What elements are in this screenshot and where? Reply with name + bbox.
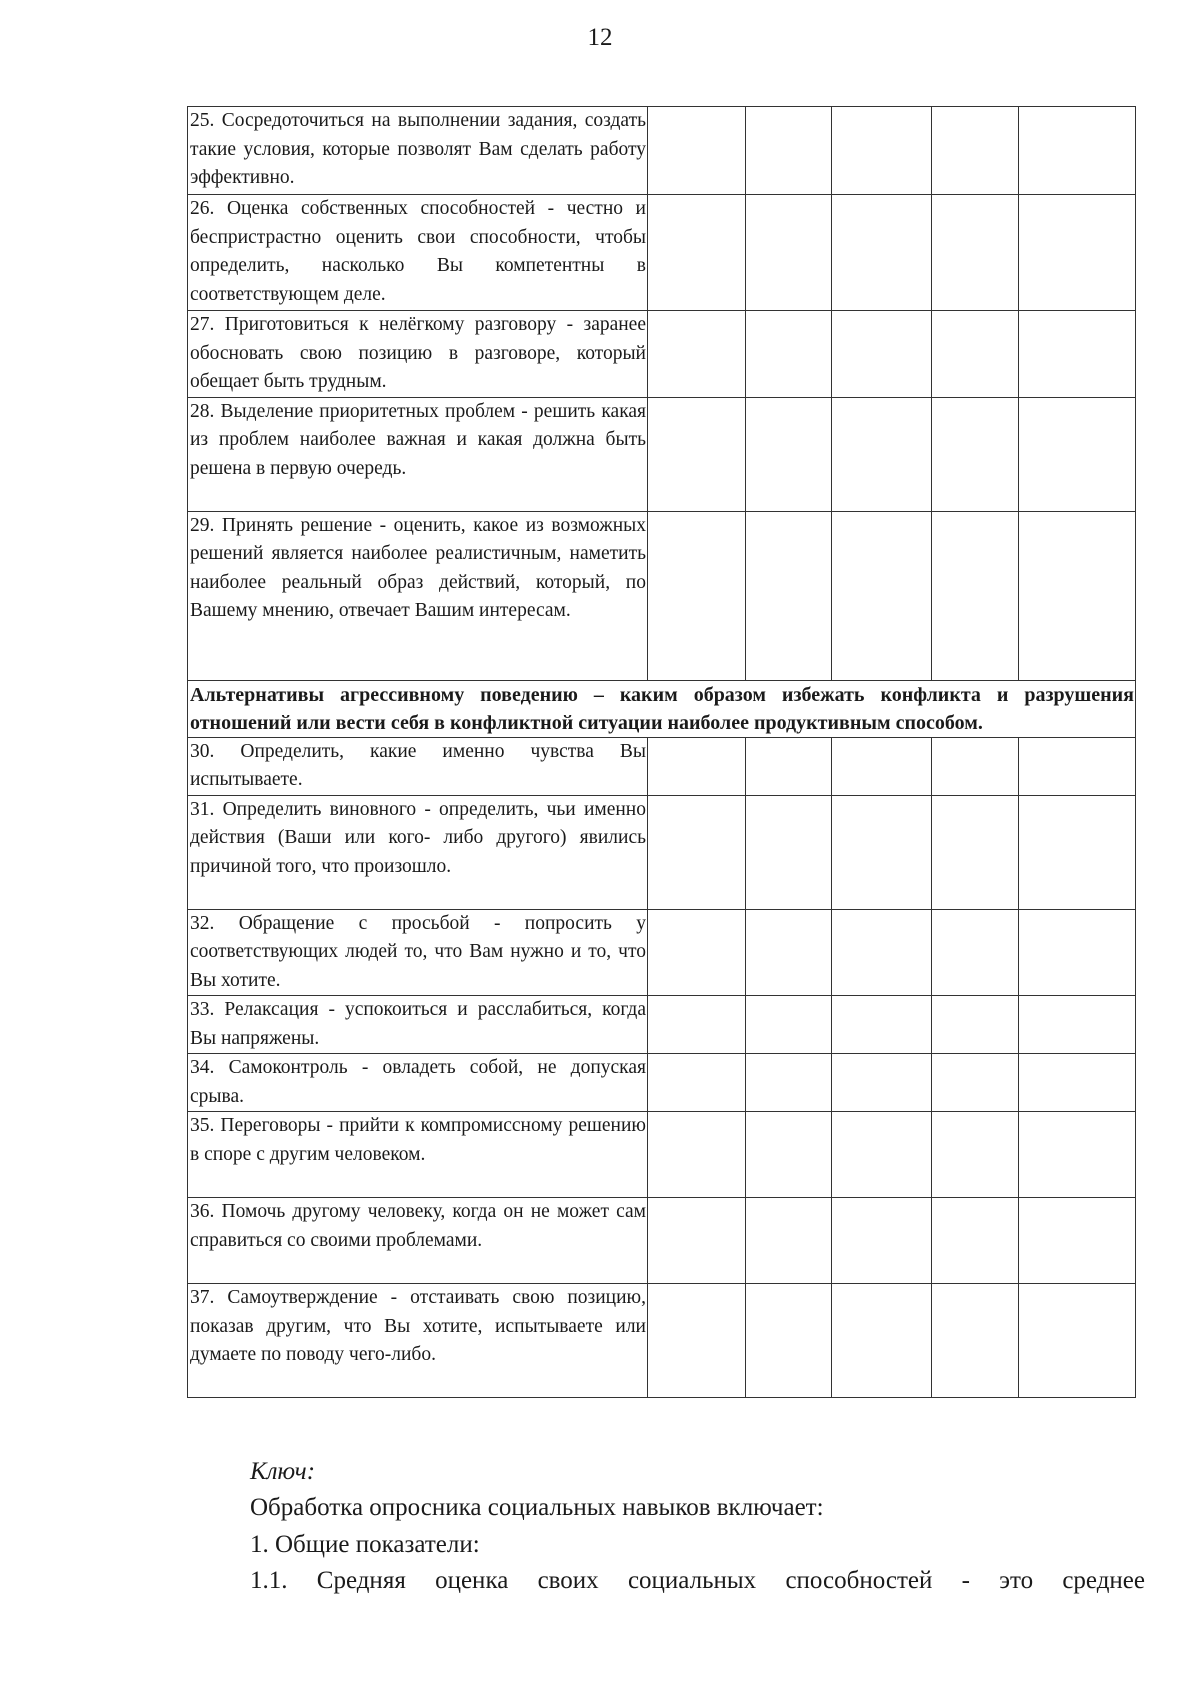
rating-cell[interactable] — [832, 107, 932, 195]
key-title: Ключ: — [250, 1458, 316, 1485]
rating-cell[interactable] — [1019, 311, 1136, 398]
rating-cell[interactable] — [746, 1054, 832, 1112]
rating-cell[interactable] — [1019, 996, 1136, 1054]
rating-cell[interactable] — [932, 195, 1019, 311]
questionnaire-table — [187, 106, 1136, 1398]
rating-cell[interactable] — [932, 397, 1019, 511]
section-header: Альтернативы агрессивному поведению – каким образом избежать конфликта и разрушения отношений или вести себя в конфликтной ситуации наиболее продуктивным способом. — [188, 680, 1136, 737]
table-row — [188, 1198, 1136, 1284]
rating-cell[interactable] — [746, 909, 832, 996]
table-row — [188, 737, 1136, 795]
rating-cell[interactable] — [1019, 1054, 1136, 1112]
rating-cell[interactable] — [746, 1112, 832, 1198]
rating-cell[interactable] — [932, 1112, 1019, 1198]
rating-cell[interactable] — [746, 1198, 832, 1284]
item-text: 26. Оценка собственных способностей - честно и беспристрастно оценить свои способности, чтобы определить, насколько Вы компетентны в соответствующем деле. — [188, 195, 648, 311]
table-row — [188, 397, 1136, 511]
rating-cell[interactable] — [932, 1284, 1019, 1398]
rating-cell[interactable] — [1019, 195, 1136, 311]
table-row — [188, 1284, 1136, 1398]
rating-cell[interactable] — [746, 795, 832, 909]
table-row — [188, 1112, 1136, 1198]
item-text: 30. Определить, какие именно чувства Вы испытываете. — [188, 737, 648, 795]
rating-cell[interactable] — [746, 107, 832, 195]
rating-cell[interactable] — [648, 1112, 746, 1198]
rating-cell[interactable] — [1019, 511, 1136, 680]
rating-cell[interactable] — [648, 996, 746, 1054]
rating-cell[interactable] — [1019, 737, 1136, 795]
rating-cell[interactable] — [832, 1198, 932, 1284]
rating-cell[interactable] — [832, 1284, 932, 1398]
rating-cell[interactable] — [932, 1198, 1019, 1284]
section-header-row — [188, 680, 1136, 737]
rating-cell[interactable] — [1019, 1198, 1136, 1284]
rating-cell[interactable] — [746, 996, 832, 1054]
key-line-3: 1.1. Средняя оценка своих социальных способностей - это среднее — [250, 1567, 1145, 1594]
rating-cell[interactable] — [932, 795, 1019, 909]
rating-cell[interactable] — [746, 737, 832, 795]
rating-cell[interactable] — [648, 795, 746, 909]
table-row — [188, 1054, 1136, 1112]
rating-cell[interactable] — [832, 909, 932, 996]
table-row — [188, 795, 1136, 909]
rating-cell[interactable] — [932, 107, 1019, 195]
rating-cell[interactable] — [648, 397, 746, 511]
table-row — [188, 107, 1136, 195]
rating-cell[interactable] — [746, 397, 832, 511]
rating-cell[interactable] — [648, 909, 746, 996]
rating-cell[interactable] — [746, 311, 832, 398]
rating-cell[interactable] — [746, 511, 832, 680]
rating-cell[interactable] — [932, 1054, 1019, 1112]
rating-cell[interactable] — [932, 737, 1019, 795]
rating-cell[interactable] — [932, 996, 1019, 1054]
rating-cell[interactable] — [832, 996, 932, 1054]
rating-cell[interactable] — [648, 195, 746, 311]
rating-cell[interactable] — [832, 1054, 932, 1112]
table-row — [188, 195, 1136, 311]
rating-cell[interactable] — [648, 107, 746, 195]
table-row — [188, 311, 1136, 398]
item-text: 31. Определить виновного - определить, чьи именно действия (Ваши или кого- либо другого) явились причиной того, что произошло. — [188, 795, 648, 909]
item-text: 32. Обращение с просьбой - попросить у соответствующих людей то, что Вам нужно и то, что Вы хотите. — [188, 909, 648, 996]
key-line-2: 1. Общие показатели: — [250, 1531, 480, 1558]
rating-cell[interactable] — [648, 1198, 746, 1284]
item-text: 28. Выделение приоритетных проблем - решить какая из проблем наиболее важная и какая должна быть решена в первую очередь. — [188, 397, 648, 511]
table-row — [188, 511, 1136, 680]
rating-cell[interactable] — [1019, 795, 1136, 909]
rating-cell[interactable] — [648, 1284, 746, 1398]
rating-cell[interactable] — [832, 737, 932, 795]
key-line-1: Обработка опросника социальных навыков включает: — [250, 1494, 824, 1521]
item-text: 34. Самоконтроль - овладеть собой, не допуская срыва. — [188, 1054, 648, 1112]
rating-cell[interactable] — [746, 195, 832, 311]
rating-cell[interactable] — [1019, 107, 1136, 195]
item-text: 27. Приготовиться к нелёгкому разговору - заранее обосновать свою позицию в разговоре, который обещает быть трудным. — [188, 311, 648, 398]
rating-cell[interactable] — [832, 795, 932, 909]
rating-cell[interactable] — [932, 311, 1019, 398]
table-row — [188, 996, 1136, 1054]
rating-cell[interactable] — [832, 511, 932, 680]
rating-cell[interactable] — [832, 397, 932, 511]
rating-cell[interactable] — [648, 311, 746, 398]
rating-cell[interactable] — [1019, 909, 1136, 996]
rating-cell[interactable] — [648, 511, 746, 680]
item-text: 36. Помочь другому человеку, когда он не может сам справиться со своими проблемами. — [188, 1198, 648, 1284]
item-text: 29. Принять решение - оценить, какое из возможных решений является наиболее реалистичным, наметить наиболее реальный образ действий, который, по Вашему мнению, отвечает Вашим интересам. — [188, 511, 648, 680]
item-text: 35. Переговоры - прийти к компромиссному решению в споре с другим человеком. — [188, 1112, 648, 1198]
rating-cell[interactable] — [648, 1054, 746, 1112]
rating-cell[interactable] — [648, 737, 746, 795]
rating-cell[interactable] — [932, 511, 1019, 680]
item-text: 25. Сосредоточиться на выполнении задания, создать такие условия, которые позволят Вам сделать работу эффективно. — [188, 107, 648, 195]
rating-cell[interactable] — [746, 1284, 832, 1398]
rating-cell[interactable] — [932, 909, 1019, 996]
rating-cell[interactable] — [1019, 1284, 1136, 1398]
rating-cell[interactable] — [832, 195, 932, 311]
item-text: 33. Релаксация - успокоиться и расслабиться, когда Вы напряжены. — [188, 996, 648, 1054]
rating-cell[interactable] — [1019, 397, 1136, 511]
table-row — [188, 909, 1136, 996]
page-number: 12 — [587, 24, 613, 51]
item-text: 37. Самоутверждение - отстаивать свою позицию, показав другим, что Вы хотите, испытываете или думаете по поводу чего-либо. — [188, 1284, 648, 1398]
rating-cell[interactable] — [832, 1112, 932, 1198]
rating-cell[interactable] — [832, 311, 932, 398]
rating-cell[interactable] — [1019, 1112, 1136, 1198]
